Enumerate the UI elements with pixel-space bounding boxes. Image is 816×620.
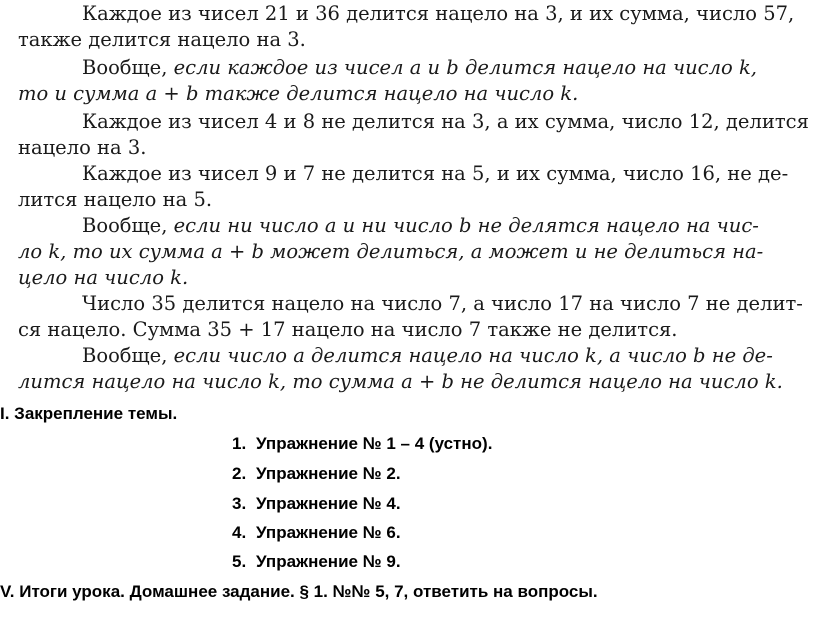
homework-summary: V. Итоги урока. Домашнее задание. § 1. №№ 5, 7, ответить на вопросы. bbox=[0, 582, 598, 601]
lesson-plan bbox=[0, 398, 816, 620]
text-line: нацело на 3. bbox=[18, 136, 147, 159]
text-line: лится нацело на 5. bbox=[18, 188, 213, 211]
text-line: Каждое из чисел 4 и 8 не делится на 3, а их сумма, число 12, делится bbox=[82, 110, 809, 133]
list-item: 2. Упражнение № 2. bbox=[232, 464, 401, 483]
text-line: ся нацело. Сумма 35 + 17 нацело на число 7 также не делится. bbox=[18, 318, 678, 341]
text-line: цело на число k. bbox=[18, 266, 189, 289]
text-line: лится нацело на число k, то сумма a + b не делится нацело на число k. bbox=[18, 370, 783, 393]
text-line: также делится нацело на 3. bbox=[18, 28, 306, 51]
text-line: Каждое из чисел 9 и 7 не делится на 5, и их сумма, число 16, не де- bbox=[82, 162, 789, 185]
section-heading: I. Закрепление темы. bbox=[0, 404, 178, 423]
list-item: 4. Упражнение № 6. bbox=[232, 523, 401, 542]
text-line: Вообще, если ни число a и ни число b не делятся нацело на чис- bbox=[82, 214, 759, 237]
list-item: 3. Упражнение № 4. bbox=[232, 494, 401, 513]
list-item: 5. Упражнение № 9. bbox=[232, 552, 401, 571]
list-item: 1. Упражнение № 1 – 4 (устно). bbox=[232, 434, 493, 453]
text-line: Каждое из чисел 21 и 36 делится нацело на 3, и их сумма, число 57, bbox=[82, 2, 795, 25]
text-line: Вообще, если каждое из чисел a и b делится нацело на число k, bbox=[82, 56, 757, 79]
text-line: Вообще, если число a делится нацело на число k, а число b не де- bbox=[82, 344, 773, 367]
text-line: ло k, то их сумма a + b может делиться, а может и не делиться на- bbox=[18, 240, 764, 263]
text-line: то и сумма a + b также делится нацело на число k. bbox=[18, 82, 579, 105]
text-line: Число 35 делится нацело на число 7, а число 17 на число 7 не делит- bbox=[82, 292, 803, 315]
